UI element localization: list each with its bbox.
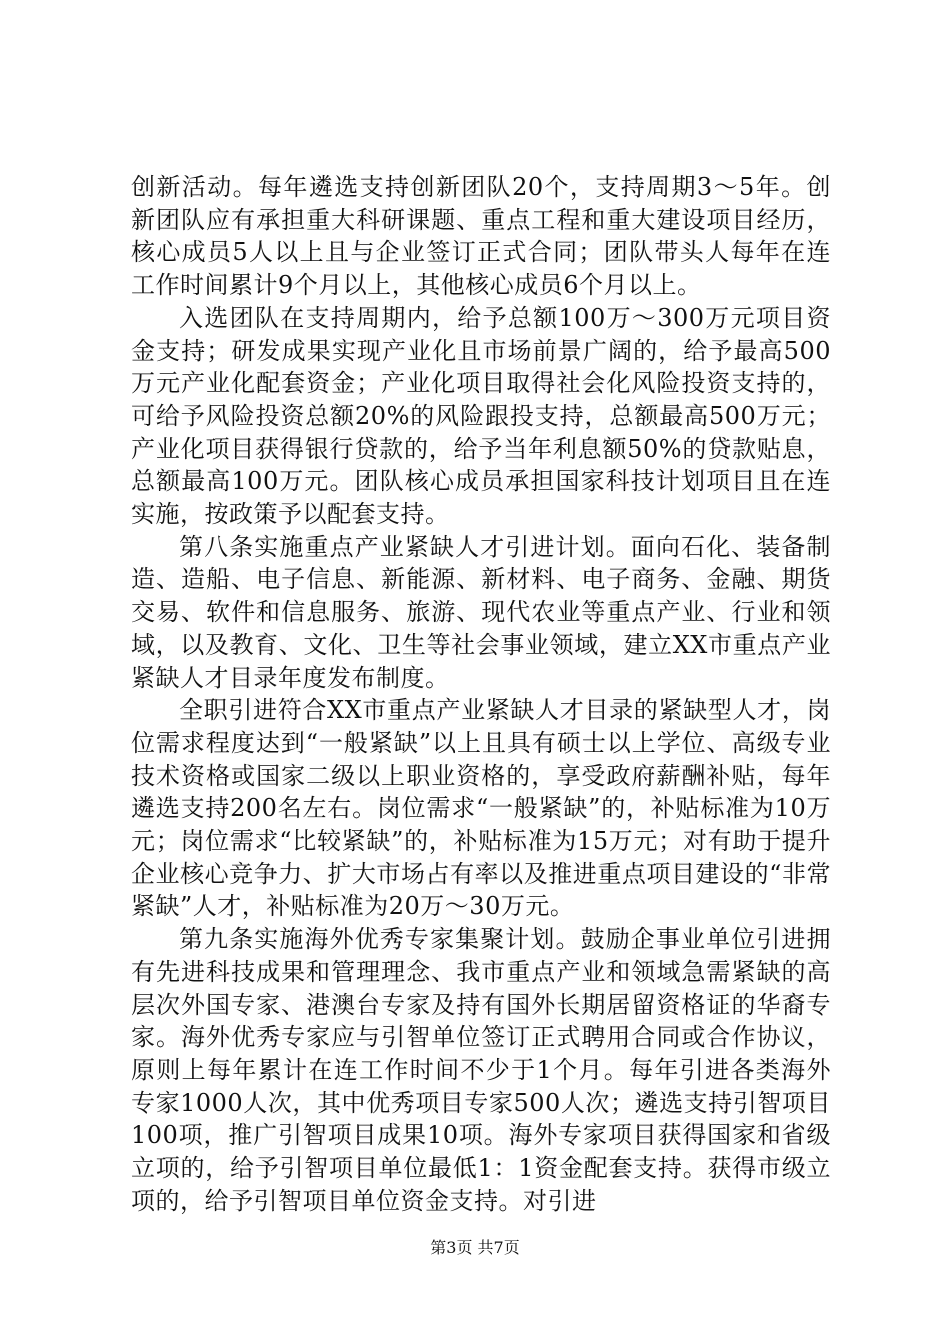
document-body	[131, 171, 831, 1218]
paragraph-article-9: 第九条实施海外优秀专家集聚计划。鼓励企事业单位引进拥有先进科技成果和管理理念、我市重点产业和领域急需紧缺的高层次外国专家、港澳台专家及持有国外长期居留资格证的华裔专家。海外优秀专家应与引智单位签订正式聘用合同或合作协议，原则上每年累计在连工作时间不少于1个月。每年引进各类海外专家1000人次，其中优秀项目专家500人次；遴选支持引智项目100项，推广引智项目成果10项。海外专家项目获得国家和省级立项的，给予引智项目单位最低1：1资金配套支持。获得市级立项的，给予引智项目单位资金支持。对引进	[131, 925, 831, 1215]
paragraph-team-funding: 入选团队在支持周期内，给予总额100万～300万元项目资金支持；研发成果实现产业化且市场前景广阔的，给予最高500万元产业化配套资金；产业化项目取得社会化风险投资支持的，可给予风险投资总额20%的风险跟投支持，总额最高500万元；产业化项目获得银行贷款的，给予当年利息额50%的贷款贴息，总额最高100万元。团队核心成员承担国家科技计划项目且在连实施，按政策予以配套支持。	[131, 303, 831, 529]
paragraph-continued: 创新活动。每年遴选支持创新团队20个，支持周期3～5年。创新团队应有承担重大科研课题、重点工程和重大建设项目经历，核心成员5人以上且与企业签订正式合同；团队带头人每年在连工作时间累计9个月以上，其他核心成员6个月以上。	[131, 173, 831, 300]
page-footer: 第3页 共7页	[430, 1238, 520, 1257]
paragraph-article-8: 第八条实施重点产业紧缺人才引进计划。面向石化、装备制造、造船、电子信息、新能源、新材料、电子商务、金融、期货交易、软件和信息服务、旅游、现代农业等重点产业、行业和领域，以及教育、文化、卫生等社会事业领域，建立XX市重点产业紧缺人才目录年度发布制度。	[131, 532, 831, 692]
paragraph-talent-subsidy: 全职引进符合XX市重点产业紧缺人才目录的紧缺型人才，岗位需求程度达到“一般紧缺”以上且具有硕士以上学位、高级专业技术资格或国家二级以上职业资格的，享受政府薪酬补贴，每年遴选支持200名左右。岗位需求“一般紧缺”的，补贴标准为10万元；岗位需求“比较紧缺”的，补贴标准为15万元；对有助于提升企业核心竞争力、扩大市场占有率以及推进重点项目建设的“非常紧缺”人才，补贴标准为20万～30万元。	[131, 696, 831, 921]
